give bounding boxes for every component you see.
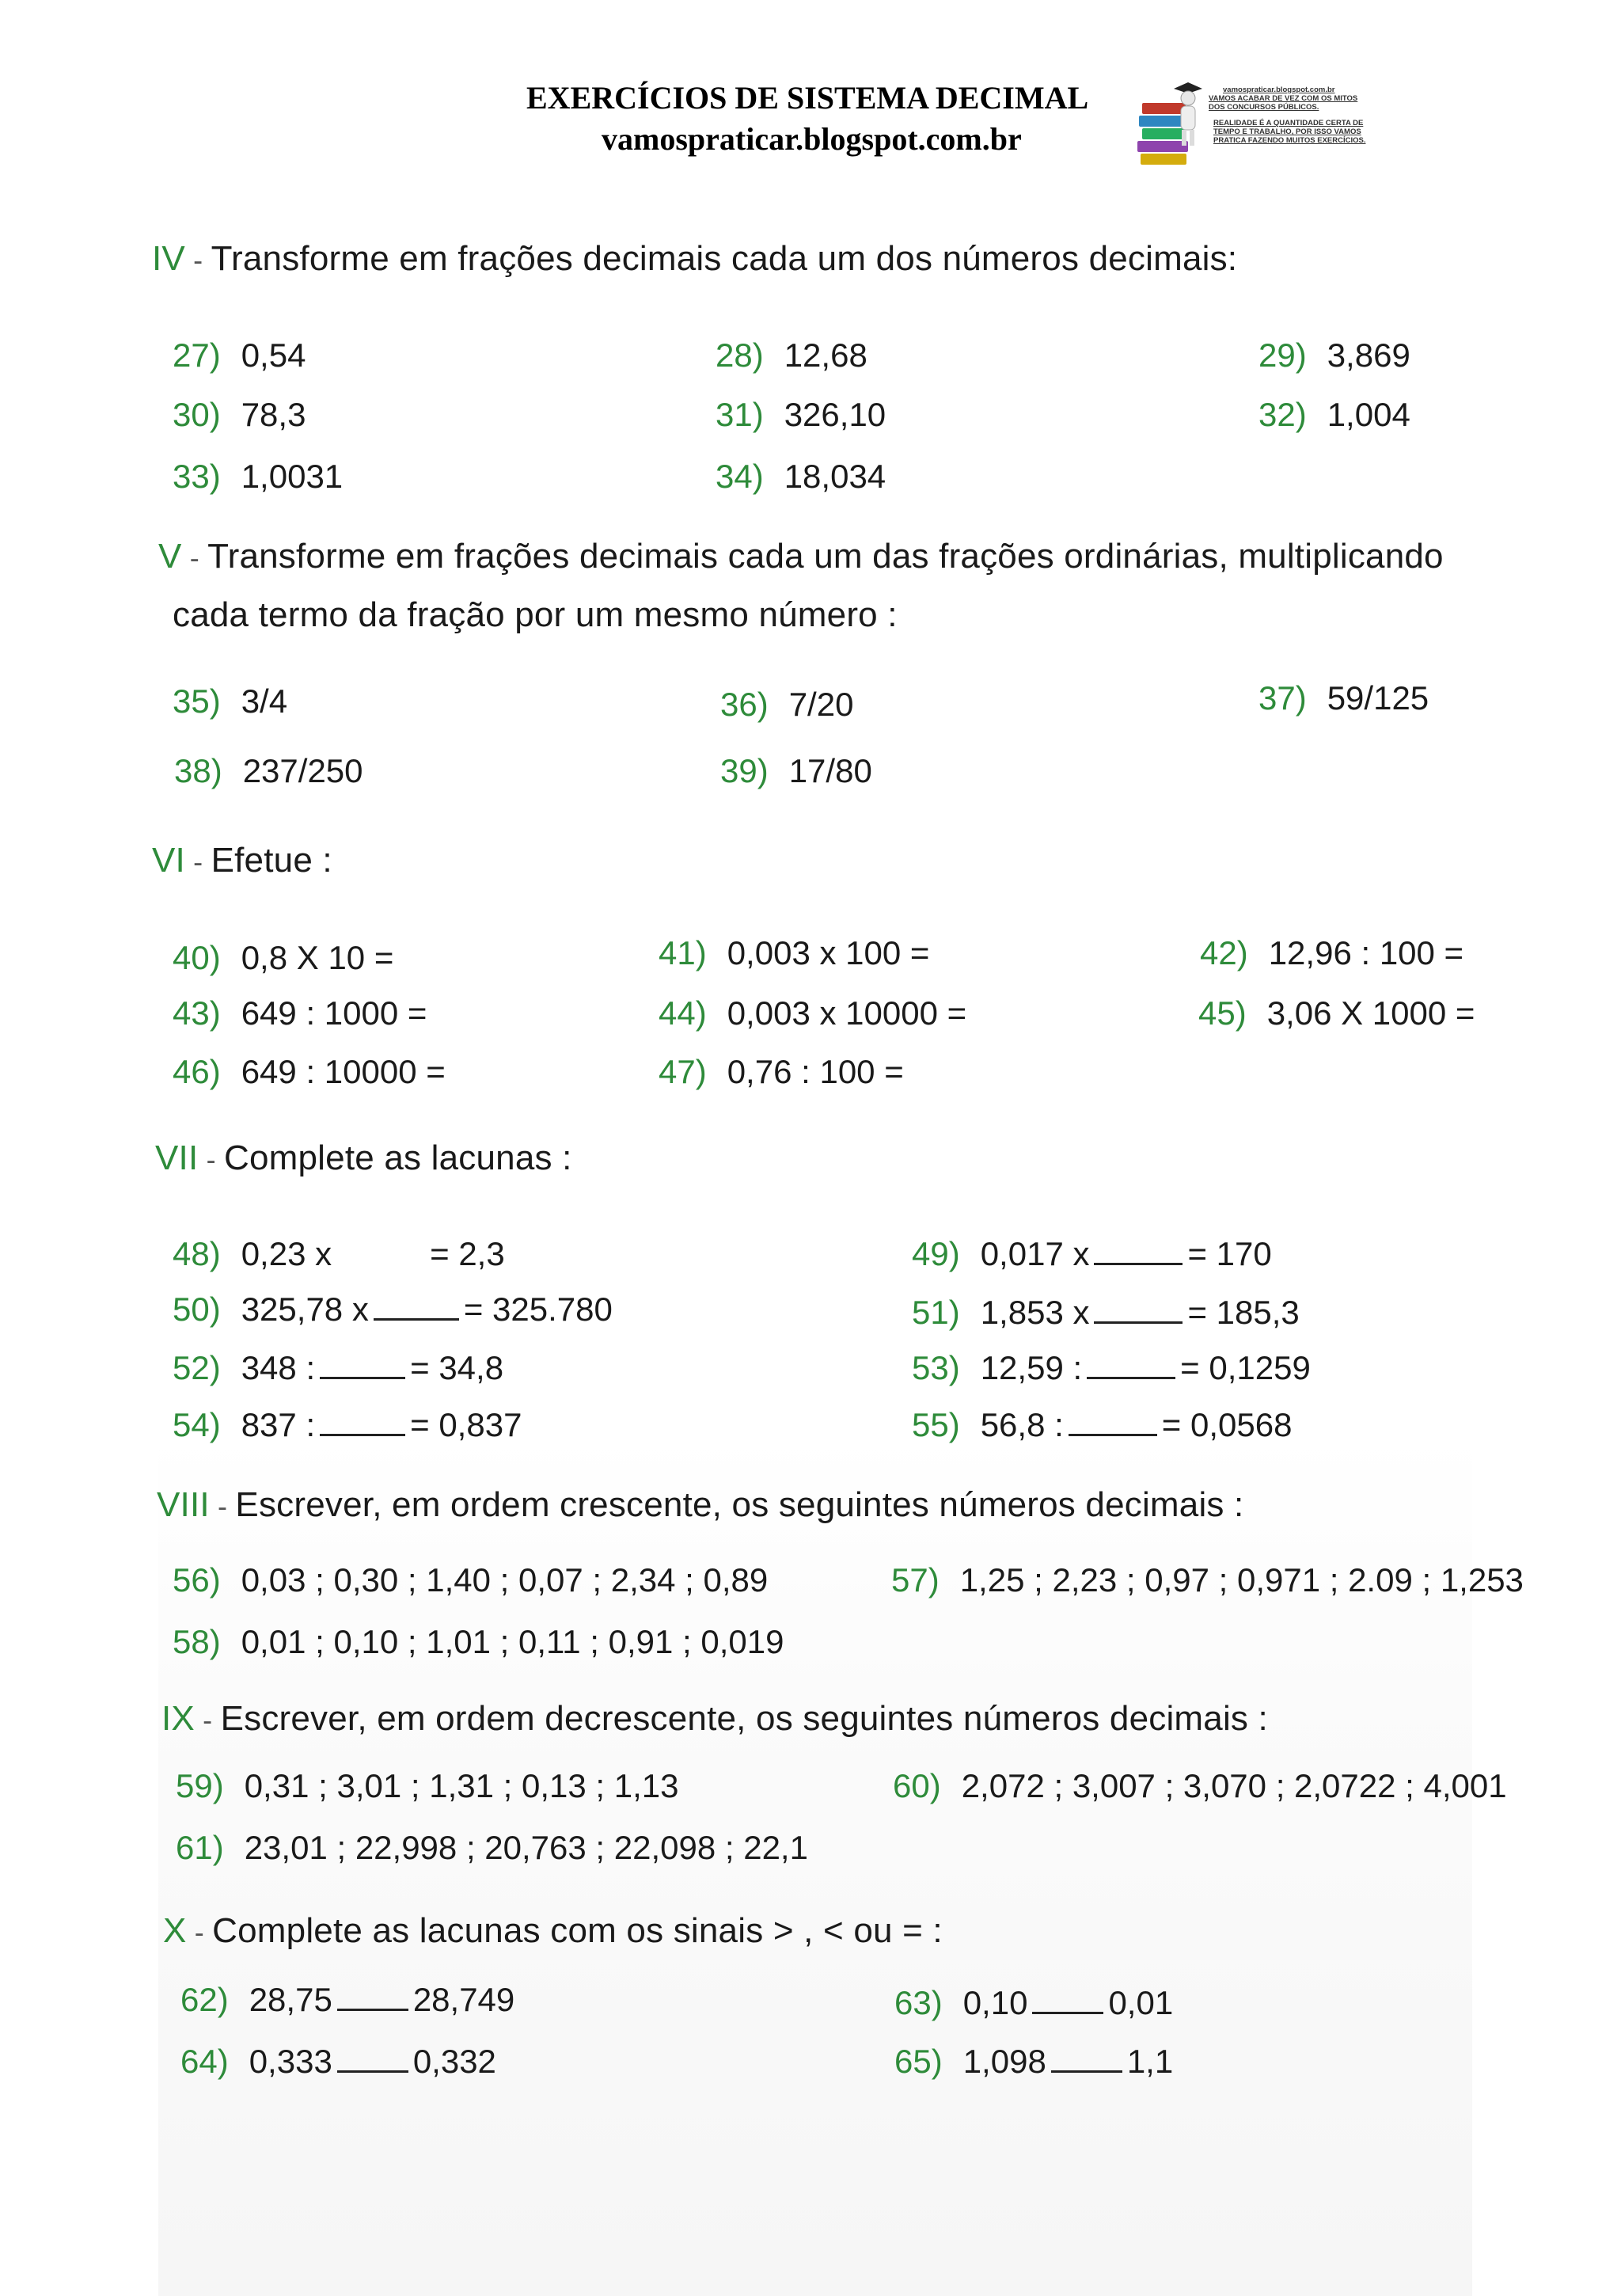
exercise-number: 37) bbox=[1258, 679, 1307, 717]
exercise-number: 52) bbox=[173, 1349, 221, 1386]
section-numeral: VI bbox=[152, 841, 185, 880]
exercise-text: 0,003 x 10000 = bbox=[727, 994, 967, 1032]
exercise-text: 7/20 bbox=[788, 686, 854, 723]
exercise-text: 28,749 bbox=[412, 1981, 515, 2018]
section-dash: - bbox=[209, 1490, 236, 1522]
exercise-number: 58) bbox=[173, 1623, 221, 1660]
exercise-text: 12,59 : bbox=[980, 1349, 1083, 1386]
exercise-text: 78,3 bbox=[241, 396, 306, 433]
exercise-number: 45) bbox=[1198, 994, 1247, 1032]
exercise-number: 57) bbox=[891, 1561, 940, 1598]
exercise-number: 32) bbox=[1258, 396, 1307, 433]
answer-blank[interactable] bbox=[337, 2047, 408, 2073]
exercise-text: = 0,837 bbox=[410, 1406, 522, 1443]
exercise-text: 0,01 ; 0,10 ; 1,01 ; 0,11 ; 0,91 ; 0,019 bbox=[241, 1623, 784, 1660]
section-heading bbox=[152, 841, 332, 880]
exercise-item bbox=[173, 682, 287, 720]
exercise-item bbox=[893, 1767, 1507, 1805]
exercise-number: 49) bbox=[912, 1235, 960, 1272]
exercise-text: 1,098 bbox=[962, 2043, 1046, 2080]
section-numeral: V bbox=[158, 537, 182, 576]
answer-blank[interactable] bbox=[1094, 1298, 1183, 1324]
exercise-text: 0,332 bbox=[412, 2043, 496, 2080]
exercise-item bbox=[173, 1623, 784, 1661]
exercise-item bbox=[173, 396, 306, 434]
exercise-number: 48) bbox=[173, 1235, 221, 1272]
exercise-item bbox=[173, 336, 306, 374]
exercise-item bbox=[173, 458, 343, 496]
exercise-item bbox=[173, 1053, 446, 1091]
exercise-item bbox=[173, 1406, 522, 1444]
exercise-text: 56,8 : bbox=[980, 1406, 1064, 1443]
exercise-number: 64) bbox=[180, 2043, 229, 2080]
exercise-number: 62) bbox=[180, 1981, 229, 2018]
exercise-number: 31) bbox=[716, 396, 764, 433]
exercise-text: 23,01 ; 22,998 ; 20,763 ; 22,098 ; 22,1 bbox=[244, 1829, 808, 1866]
exercise-item bbox=[180, 1981, 514, 2019]
exercise-text: 12,96 : 100 = bbox=[1268, 934, 1464, 971]
exercise-number: 42) bbox=[1200, 934, 1248, 971]
exercise-number: 28) bbox=[716, 336, 764, 374]
exercise-item bbox=[894, 2043, 1173, 2081]
section-heading bbox=[163, 1911, 943, 1951]
exercise-text: 1,25 ; 2,23 ; 0,97 ; 0,971 ; 2.09 ; 1,253 bbox=[959, 1561, 1524, 1598]
exercise-text: 3,869 bbox=[1327, 336, 1410, 374]
answer-blank[interactable] bbox=[336, 1239, 425, 1265]
exercise-text: 326,10 bbox=[784, 396, 886, 433]
graduate-figure-icon bbox=[1166, 79, 1205, 158]
exercise-item bbox=[716, 458, 886, 496]
exercise-item bbox=[716, 396, 886, 434]
exercise-text: 0,8 X 10 = bbox=[241, 939, 394, 976]
section-instruction: Escrever, em ordem decrescente, os seguintes números decimais : bbox=[220, 1699, 1268, 1738]
answer-blank[interactable] bbox=[1069, 1410, 1157, 1436]
exercise-text: 237/250 bbox=[242, 752, 363, 789]
exercise-item bbox=[176, 1767, 678, 1805]
exercise-text: 3,06 X 1000 = bbox=[1266, 994, 1475, 1032]
logo-line: DOS CONCURSOS PÚBLICOS. bbox=[1209, 103, 1319, 112]
exercise-text: 0,017 x bbox=[980, 1235, 1090, 1272]
exercise-item bbox=[1258, 336, 1410, 374]
exercise-number: 34) bbox=[716, 458, 764, 495]
section-instruction: Complete as lacunas : bbox=[224, 1138, 572, 1177]
exercise-number: 36) bbox=[720, 686, 769, 723]
exercise-item bbox=[1258, 396, 1410, 434]
exercise-text: 0,01 bbox=[1108, 1984, 1174, 2021]
exercise-text: 18,034 bbox=[784, 458, 886, 495]
exercise-item bbox=[720, 686, 853, 724]
answer-blank[interactable] bbox=[337, 1985, 408, 2011]
exercise-text: 0,03 ; 0,30 ; 1,40 ; 0,07 ; 2,34 ; 0,89 bbox=[241, 1561, 769, 1598]
exercise-text: 325,78 x bbox=[241, 1291, 369, 1328]
exercise-text: 17/80 bbox=[788, 752, 872, 789]
exercise-item bbox=[1198, 994, 1475, 1032]
exercise-text: 0,23 x bbox=[241, 1235, 332, 1272]
section-dash: - bbox=[186, 1916, 213, 1948]
exercise-text: = 325.780 bbox=[463, 1291, 613, 1328]
section-instruction-continued: cada termo da fração por um mesmo número : bbox=[173, 595, 898, 634]
exercise-item bbox=[912, 1235, 1272, 1273]
exercise-text: 3/4 bbox=[241, 682, 288, 720]
exercise-text: = 170 bbox=[1187, 1235, 1272, 1272]
exercise-item bbox=[173, 1291, 613, 1329]
exercise-number: 65) bbox=[894, 2043, 943, 2080]
exercise-item bbox=[173, 1235, 505, 1273]
exercise-number: 55) bbox=[912, 1406, 960, 1443]
exercise-item bbox=[173, 1561, 768, 1599]
exercise-number: 59) bbox=[176, 1767, 224, 1804]
blog-logo bbox=[1128, 79, 1373, 168]
logo-line: VAMOS ACABAR DE VEZ COM OS MITOS bbox=[1209, 94, 1358, 103]
exercise-item bbox=[1258, 679, 1429, 717]
section-instruction: Complete as lacunas com os sinais > , < ou = : bbox=[212, 1911, 943, 1950]
exercise-item bbox=[912, 1406, 1292, 1444]
section-dash: - bbox=[194, 1704, 221, 1736]
section-heading bbox=[157, 1485, 1244, 1525]
document-title: EXERCÍCIOS DE SISTEMA DECIMAL bbox=[526, 80, 1089, 116]
exercise-text: 0,003 x 100 = bbox=[727, 934, 930, 971]
exercise-item bbox=[659, 994, 966, 1032]
exercise-number: 50) bbox=[173, 1291, 221, 1328]
exercise-text: 1,004 bbox=[1327, 396, 1410, 433]
answer-blank[interactable] bbox=[320, 1410, 405, 1436]
exercise-text: 649 : 1000 = bbox=[241, 994, 427, 1032]
answer-blank[interactable] bbox=[1094, 1239, 1183, 1265]
section-numeral: IX bbox=[161, 1699, 195, 1738]
section-heading bbox=[158, 537, 1444, 576]
exercise-number: 54) bbox=[173, 1406, 221, 1443]
exercise-number: 27) bbox=[173, 336, 221, 374]
exercise-number: 47) bbox=[659, 1053, 707, 1090]
exercise-item bbox=[912, 1294, 1300, 1332]
document-site: vamospraticar.blogspot.com.br bbox=[602, 121, 1022, 157]
exercise-text: = 34,8 bbox=[410, 1349, 504, 1386]
exercise-text: 0,10 bbox=[962, 1984, 1028, 2021]
logo-line: REALIDADE É A QUANTIDADE CERTA DE bbox=[1213, 119, 1364, 127]
section-dash: - bbox=[184, 846, 211, 878]
exercise-number: 35) bbox=[173, 682, 221, 720]
exercise-number: 60) bbox=[893, 1767, 941, 1804]
exercise-text: 0,54 bbox=[241, 336, 306, 374]
logo-line: TEMPO E TRABALHO, POR ISSO VAMOS bbox=[1213, 127, 1361, 136]
exercise-text: 59/125 bbox=[1327, 679, 1429, 717]
exercise-number: 44) bbox=[659, 994, 707, 1032]
section-heading bbox=[152, 239, 1237, 279]
section-heading bbox=[155, 1138, 572, 1178]
exercise-text: 649 : 10000 = bbox=[241, 1053, 446, 1090]
exercise-number: 29) bbox=[1258, 336, 1307, 374]
logo-line: vamospraticar.blogspot.com.br bbox=[1223, 86, 1335, 94]
section-instruction: Transforme em frações decimais cada um dos números decimais: bbox=[211, 239, 1238, 278]
exercise-text: 0,76 : 100 = bbox=[727, 1053, 904, 1090]
section-dash: - bbox=[184, 244, 211, 276]
answer-blank[interactable] bbox=[374, 1294, 459, 1321]
section-numeral: VII bbox=[155, 1138, 199, 1177]
exercise-item bbox=[894, 1984, 1173, 2022]
section-numeral: X bbox=[163, 1911, 187, 1950]
exercise-number: 30) bbox=[173, 396, 221, 433]
answer-blank[interactable] bbox=[1032, 1988, 1103, 2014]
logo-line: PRATICA FAZENDO MUITOS EXERCÍCIOS. bbox=[1213, 136, 1366, 145]
answer-blank[interactable] bbox=[1051, 2047, 1122, 2073]
section-instruction: Escrever, em ordem crescente, os seguintes números decimais : bbox=[235, 1485, 1244, 1524]
exercise-number: 43) bbox=[173, 994, 221, 1032]
exercise-item bbox=[176, 1829, 808, 1867]
exercise-item bbox=[659, 1053, 904, 1091]
exercise-item bbox=[173, 939, 393, 977]
answer-blank[interactable] bbox=[1087, 1353, 1175, 1379]
exercise-text: 0,333 bbox=[249, 2043, 332, 2080]
exercise-number: 61) bbox=[176, 1829, 224, 1866]
section-dash: - bbox=[181, 542, 208, 574]
section-dash: - bbox=[198, 1143, 224, 1176]
exercise-item bbox=[173, 1349, 503, 1387]
exercise-text: = 2,3 bbox=[430, 1235, 505, 1272]
exercise-number: 56) bbox=[173, 1561, 221, 1598]
exercise-item bbox=[659, 934, 929, 972]
exercise-number: 53) bbox=[912, 1349, 960, 1386]
exercise-item bbox=[891, 1561, 1524, 1599]
exercise-text: 1,853 x bbox=[980, 1294, 1090, 1331]
exercise-number: 33) bbox=[173, 458, 221, 495]
exercise-number: 63) bbox=[894, 1984, 943, 2021]
section-instruction: Transforme em frações decimais cada um das frações ordinárias, multiplicando bbox=[207, 537, 1444, 576]
exercise-number: 40) bbox=[173, 939, 221, 976]
exercise-number: 41) bbox=[659, 934, 707, 971]
exercise-item bbox=[173, 994, 427, 1032]
section-instruction: Efetue : bbox=[211, 841, 332, 880]
exercise-text: 12,68 bbox=[784, 336, 867, 374]
exercise-text: 1,1 bbox=[1126, 2043, 1174, 2080]
exercise-text: = 0,0568 bbox=[1161, 1406, 1293, 1443]
exercise-text: 2,072 ; 3,007 ; 3,070 ; 2,0722 ; 4,001 bbox=[961, 1767, 1507, 1804]
exercise-item bbox=[912, 1349, 1311, 1387]
exercise-item bbox=[720, 752, 872, 790]
exercise-text: 348 : bbox=[241, 1349, 316, 1386]
exercise-text: = 185,3 bbox=[1187, 1294, 1300, 1331]
exercise-text: = 0,1259 bbox=[1180, 1349, 1311, 1386]
exercise-number: 38) bbox=[174, 752, 222, 789]
logo-text bbox=[1209, 86, 1375, 145]
exercise-number: 46) bbox=[173, 1053, 221, 1090]
exercise-item bbox=[716, 336, 867, 374]
section-numeral: VIII bbox=[157, 1485, 210, 1524]
exercise-item bbox=[180, 2043, 496, 2081]
exercise-number: 39) bbox=[720, 752, 769, 789]
section-heading bbox=[161, 1699, 1268, 1739]
exercise-text: 837 : bbox=[241, 1406, 316, 1443]
section-numeral: IV bbox=[152, 239, 185, 278]
answer-blank[interactable] bbox=[320, 1353, 405, 1379]
exercise-number: 51) bbox=[912, 1294, 960, 1331]
exercise-text: 28,75 bbox=[249, 1981, 332, 2018]
exercise-item bbox=[1200, 934, 1463, 972]
exercise-text: 1,0031 bbox=[241, 458, 344, 495]
exercise-item bbox=[174, 752, 363, 790]
exercise-text: 0,31 ; 3,01 ; 1,31 ; 0,13 ; 1,13 bbox=[244, 1767, 679, 1804]
